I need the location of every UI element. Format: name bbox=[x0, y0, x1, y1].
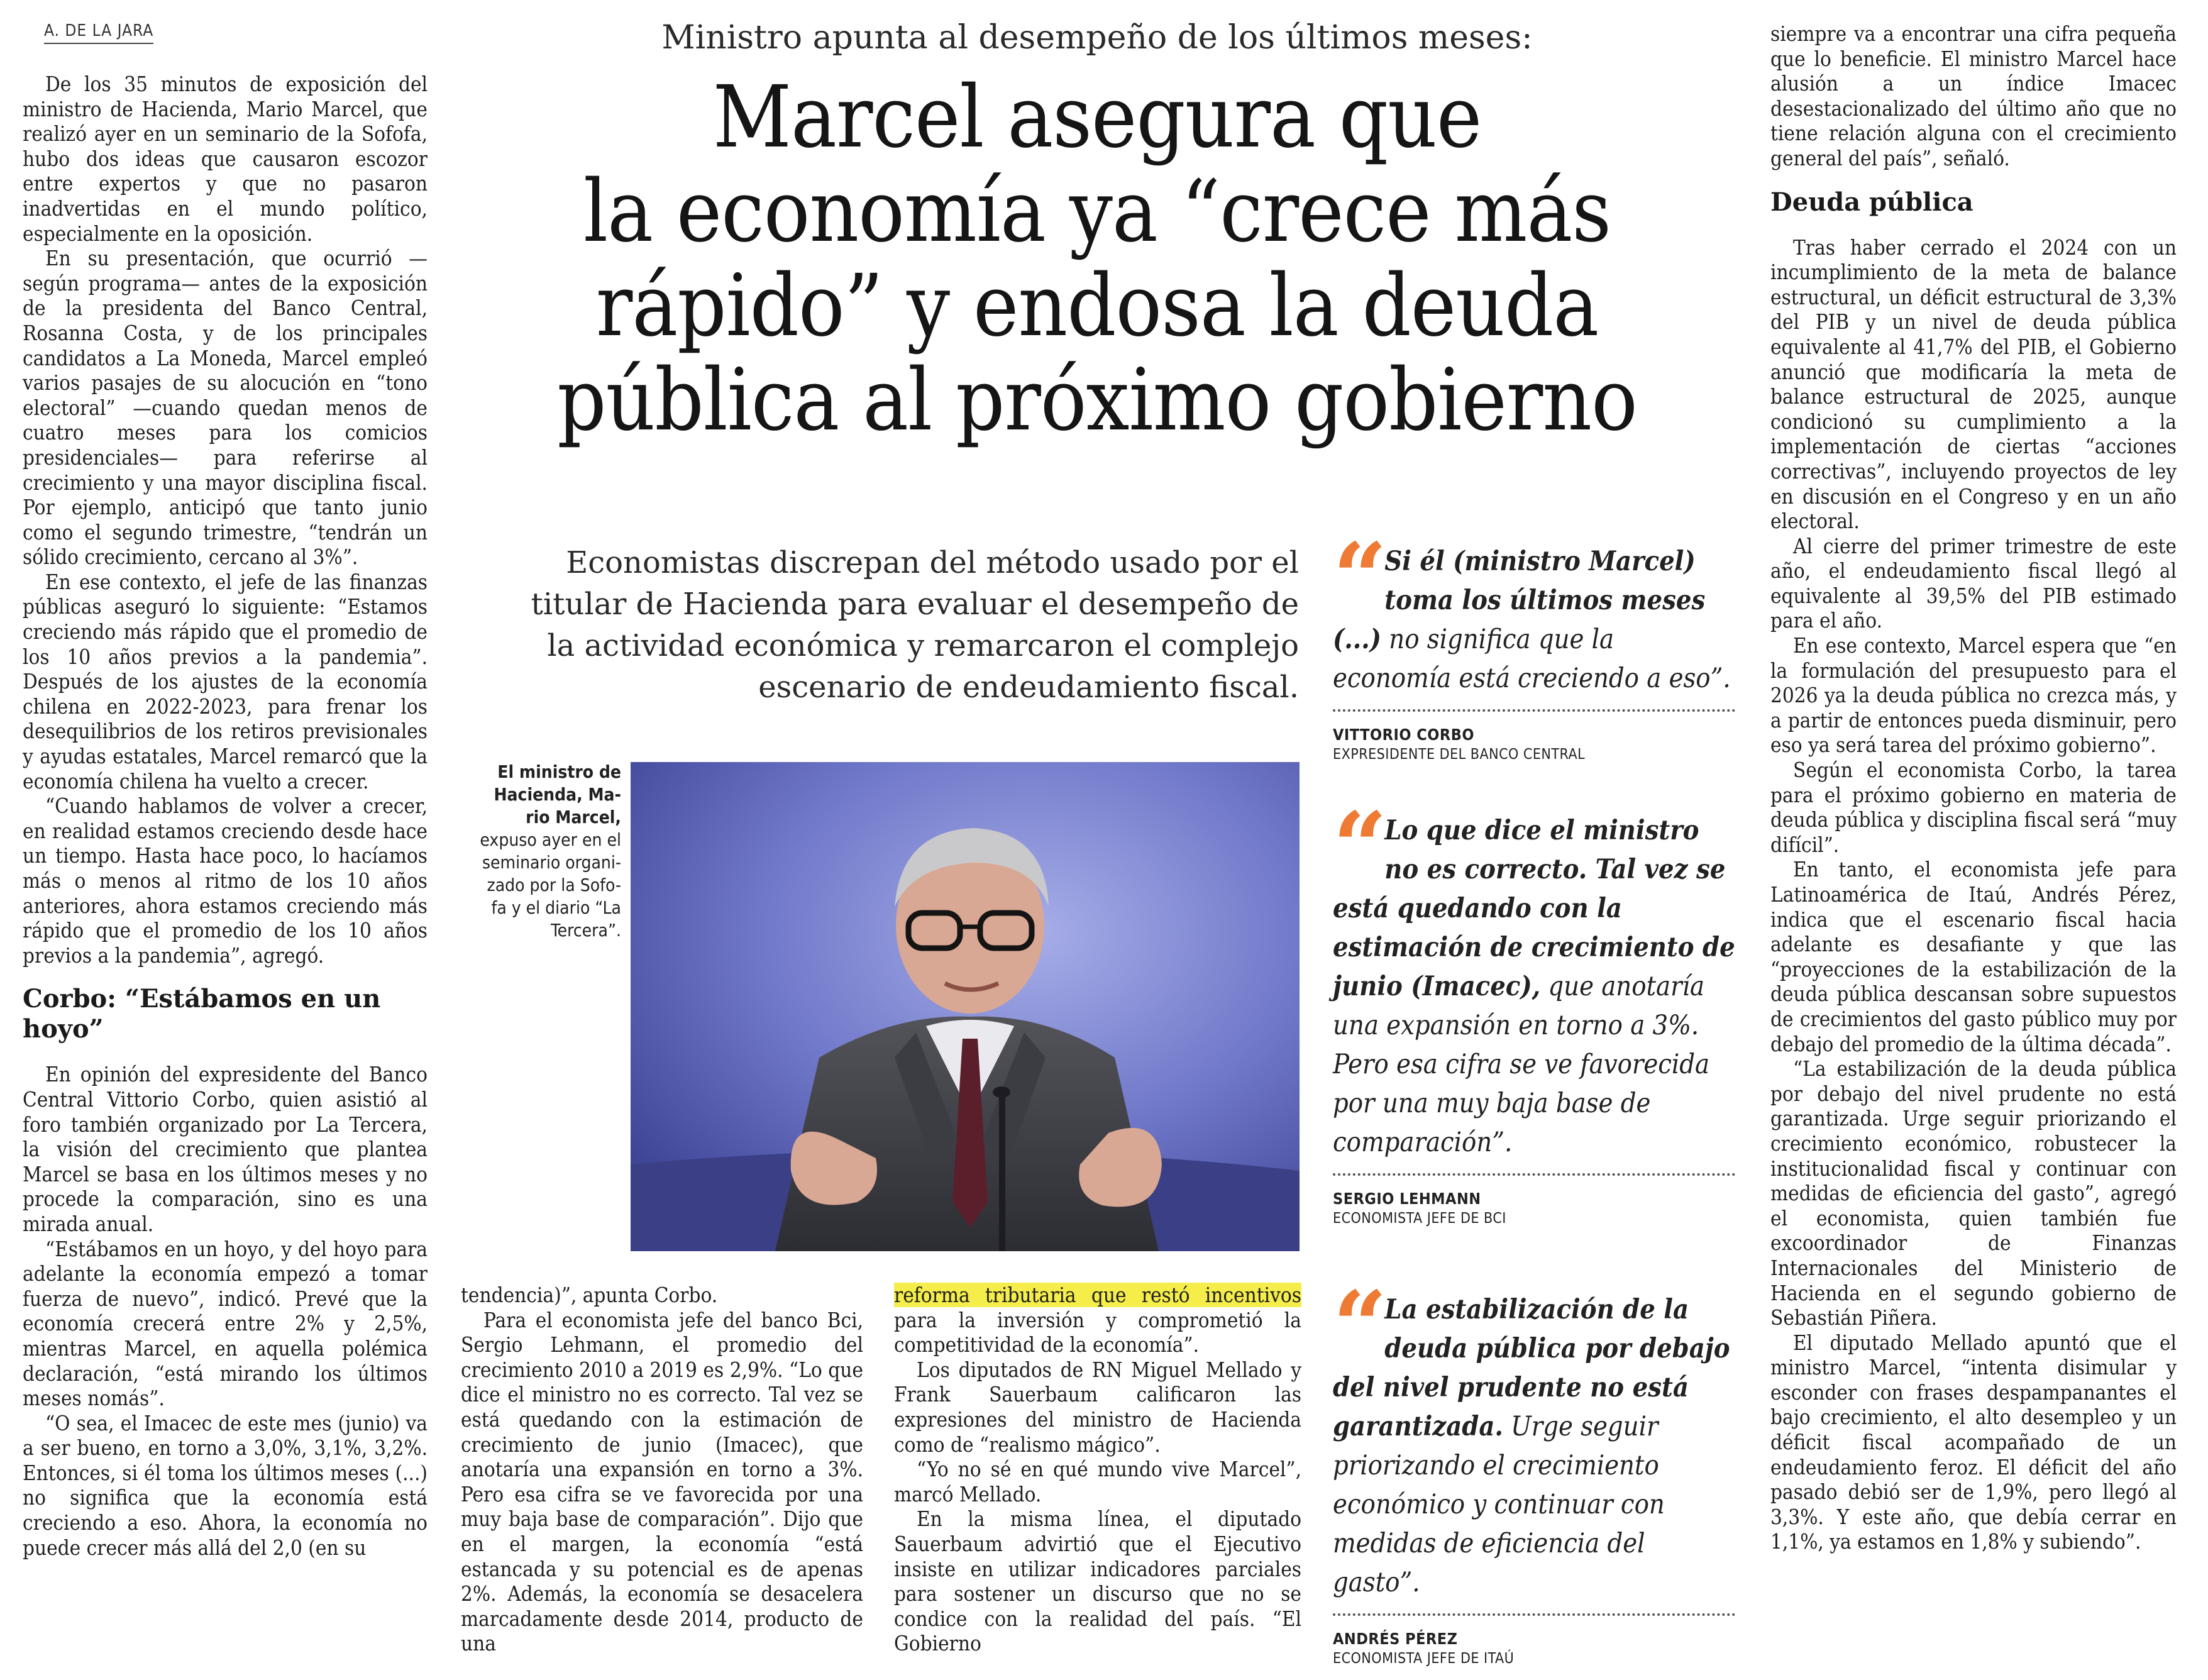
paragraph: En opinión del expresidente del Banco Central Vittorio Corbo, quien asistió al foro también organizado por La Tercera, la visión del crecimiento que plantea Marcel se basa en los últimos meses y no procede la comparación, sino es una mirada anual. bbox=[23, 1062, 428, 1236]
deck-line: Economistas discrepan del método usado por el bbox=[566, 545, 1299, 580]
quote-author-role: EXPRESIDENTE DEL BANCO CENTRAL bbox=[1333, 746, 1586, 763]
paragraph: En su presentación, que ocurrió —según programa— antes de la exposición de la presidenta del Banco Central, Rosanna Costa, y de los principales candidatos a La Moneda, Marcel empleó varios pasajes de su alocución en “tono electoral” —cuando quedan menos de cuatro meses para los comicios presidenciales— para referirse al crecimiento y una mayor disciplina fiscal. Por ejemplo, anticipó que tanto junio como el segundo trimestre, “tendrán un sólido crecimiento, cercano al 3%”. bbox=[23, 246, 428, 570]
quote-author-role: ECONOMISTA JEFE DE BCI bbox=[1333, 1210, 1506, 1227]
paragraph: El diputado Mellado apuntó que el ministro Marcel, “intenta disimular y esconder con frases despampanantes el bajo crecimiento, el alto desempleo y un déficit fiscal acompañado de un endeudamiento feroz. El déficit del año pasado debió ser de 1,9%, pero llegó al 3,3%. Y este año, que debía cerrar en 1,1%, ya estamos en 1,8% y subiendo”. bbox=[1770, 1330, 2177, 1554]
quote-text bbox=[1333, 522, 1735, 698]
paragraph: En la misma línea, el diputado Sauerbaum advirtió que el Ejecutivo insiste en utilizar indicadores parciales para sostener un discurso que no se condice con la realidad del país. “El Gobierno bbox=[894, 1506, 1301, 1656]
caption-line: seminario organi- bbox=[482, 852, 621, 873]
paragraph: En tanto, el economista jefe para Latinoamérica de Itaú, Andrés Pérez, indica que el escenario fiscal hacia adelante es desafiante y que las “proyecciones de la estabilización de la deuda pública descansan sobre supuestos de crecimientos del gasto público muy por debajo del promedio de la última década”. bbox=[1770, 857, 2177, 1056]
quote-text bbox=[1333, 1271, 1735, 1602]
paragraph: En ese contexto, el jefe de las finanzas públicas aseguró lo siguiente: “Estamos creciendo más rápido que el promedio de los 10 años previos a la pandemia”. Después de los ajustes de la economía chilena en 2022-2023, para frenar los desequilibrios de los retiros previsionales y ayudas estatales, Marcel remarcó que la economía chilena ha vuelto a crecer. bbox=[23, 569, 428, 793]
deck bbox=[478, 542, 1299, 708]
paragraph: “Estábamos en un hoyo, y del hoyo para adelante la economía empezó a tomar fuerza de nuevo”, indicó. Prevé que la economía crecerá entre 2% y 2,5%, mientras Marcel, en aquella polémica declaración, “está mirando los últimos meses nomás”. bbox=[23, 1236, 428, 1411]
quote-mark-icon: “ bbox=[1333, 522, 1379, 633]
caption-title-line: Hacienda, Ma- bbox=[494, 784, 621, 805]
quote-text-regular: Urge seguir priorizando el crecimiento económico y continuar con medidas de eficiencia del gasto”. bbox=[1333, 1411, 1665, 1598]
headline-line: pública al próximo gobierno bbox=[557, 351, 1637, 450]
paragraph-continuation: para la inversión y comprometió la competitividad de la economía”. bbox=[894, 1307, 1301, 1357]
section-heading-corbo: Corbo: “Estábamos en un hoyo” bbox=[23, 984, 381, 1044]
deck-line: la actividad económica y remarcaron el complejo bbox=[547, 628, 1299, 663]
paragraph: Al cierre del primer trimestre de este año, el endeudamiento fiscal llegó al equivalente al 39,5% del PIB estimado para el año. bbox=[1770, 533, 2177, 633]
quote-text-bold: Si él (ministro Marcel) toma los últimos meses (...) bbox=[1333, 546, 1706, 655]
quote-text-bold: Lo que dice el ministro no es correcto. Tal vez se está quedando con la estimación de crecimiento de junio (Imacec), bbox=[1333, 815, 1735, 1002]
quote-text-regular: que anotaría una expansión en torno a 3%. Pero esa cifra se ve favorecida por una muy baja base de comparación”. bbox=[1333, 971, 1710, 1158]
paragraph: Según el economista Corbo, la tarea para el próximo gobierno en materia de deuda pública y disciplina fiscal será “muy difícil”. bbox=[1770, 758, 2177, 857]
quote-author-role: ECONOMISTA JEFE DE ITAÚ bbox=[1333, 1650, 1515, 1667]
paragraph: Tras haber cerrado el 2024 con un incumplimiento de la meta de balance estructural, un déficit estructural de 3,3% del PIB y un nivel de deuda pública equivalente al 41,7% del PIB, el Gobierno anunció que modificaría la meta de balance estructural de 2025, aunque condicionó su cumplimiento a la implementación de ciertas “acciones correctivas”, incluyendo proyectos de ley en discusión en el Congreso y en un año electoral. bbox=[1770, 235, 2177, 534]
kicker: Ministro apunta al desempeño de los últimos meses: bbox=[661, 19, 1533, 57]
photo-illustration bbox=[631, 762, 1300, 1251]
pull-quote-perez bbox=[1333, 1271, 1735, 1667]
highlighted-text: reforma tributaria que restó incentivos bbox=[894, 1283, 1301, 1307]
article-column-3 bbox=[894, 1283, 1301, 1656]
paragraph: En ese contexto, Marcel espera que “en la formulación del presupuesto para el 2026 ya la deuda pública no crezca más, y a partir de entonces pueda disminuir, pero eso ya será tarea del próximo gobierno”. bbox=[1770, 633, 2177, 758]
headline-line: Marcel asegura que bbox=[712, 68, 1482, 167]
paragraph: “La estabilización de la deuda pública por debajo del nivel prudente no está garantizada. Urge seguir priorizando el crecimiento económico, robustecer la institucionalidad fiscal y continuar con medidas de eficiencia del gasto”, agregó el economista, quien también fue excoordinador de Finanzas Internacionales del Ministerio de Hacienda en el segundo gobierno de Sebastián Piñera. bbox=[1770, 1056, 2177, 1330]
quote-mark-icon: “ bbox=[1333, 792, 1379, 902]
article-column-2 bbox=[461, 1283, 863, 1656]
paragraph: Los diputados de RN Miguel Mellado y Frank Sauerbaum calificaron las expresiones del ministro de Hacienda como de “realismo mágico”. bbox=[894, 1357, 1301, 1457]
article-column-4 bbox=[1770, 21, 2177, 1554]
quote-separator bbox=[1333, 709, 1735, 712]
pull-quote-lehmann bbox=[1333, 792, 1735, 1227]
caption-title-line: El ministro de bbox=[497, 761, 621, 782]
paragraph: siempre va a encontrar una cifra pequeña que lo beneficie. El ministro Marcel hace alusión a un índice Imacec desestacionalizado del último año que no tiene relación alguna con el crecimiento general del país”, señaló. bbox=[1770, 21, 2177, 170]
paragraph: “O sea, el Imacec de este mes (junio) va a ser bueno, en torno a 3,0%, 3,1%, 3,2%. Entonces, si él toma los últimos meses (...) no significa que la economía está creciendo a eso. Ahora, la economía no puede crecer más allá del 2,0 (en su bbox=[23, 1410, 428, 1560]
quote-separator bbox=[1333, 1173, 1735, 1176]
quote-text-bold: La estabilización de la deuda pública por debajo del nivel prudente no está garantizada. bbox=[1333, 1294, 1730, 1442]
quote-mark-icon: “ bbox=[1333, 1271, 1379, 1381]
photo-minister bbox=[631, 762, 1300, 1251]
headline bbox=[459, 70, 1735, 448]
photo-caption bbox=[453, 761, 621, 942]
paragraph: “Cuando hablamos de volver a crecer, en realidad estamos creciendo desde hace un tiempo. Hasta hace poco, lo hacíamos más o menos al ritmo de los 10 años anteriores, ahora estamos creciendo más rápido que el promedio de los 10 años previos a la pandemia”, agregó. bbox=[23, 793, 428, 968]
section-heading-deuda: Deuda pública bbox=[1770, 187, 1973, 217]
headline-line: rápido” y endosa la deuda bbox=[595, 257, 1599, 356]
byline: A. DE LA JARA bbox=[44, 21, 153, 44]
article-column-1 bbox=[23, 72, 428, 1560]
paragraph: “Yo no sé en qué mundo vive Marcel”, marcó Mellado. bbox=[894, 1457, 1301, 1506]
caption-line: zado por la Sofo- bbox=[487, 875, 621, 895]
deck-line: escenario de endeudamiento fiscal. bbox=[758, 670, 1299, 705]
paragraph: tendencia)”, apunta Corbo. bbox=[461, 1283, 718, 1307]
caption-line: Tercera”. bbox=[550, 920, 621, 941]
quote-author-name: SERGIO LEHMANN bbox=[1333, 1190, 1481, 1208]
caption-title-line: rio Marcel, bbox=[526, 807, 621, 827]
caption-line: expuso ayer en el bbox=[480, 829, 621, 850]
deck-line: titular de Hacienda para evaluar el desempeño de bbox=[531, 587, 1299, 622]
paragraph bbox=[894, 1283, 1301, 1357]
paragraph: De los 35 minutos de exposición del ministro de Hacienda, Mario Marcel, que realizó ayer en un seminario de la Sofofa, hubo dos ideas que causaron escozor entre expertos y que no pasaron inadvertidas en el mundo político, especialmente en la oposición. bbox=[23, 72, 428, 246]
headline-line: la economía ya “crece más bbox=[583, 162, 1611, 262]
quote-text-regular: no significa que la economía está creciendo a eso”. bbox=[1333, 624, 1731, 694]
quote-separator bbox=[1333, 1613, 1735, 1616]
quote-author-name: ANDRÉS PÉREZ bbox=[1333, 1630, 1458, 1648]
pull-quote-corbo bbox=[1333, 522, 1735, 763]
paragraph: Para el economista jefe del banco Bci, Sergio Lehmann, el promedio del crecimiento 2010 a 2019 es 2,9%. “Lo que dice el ministro no es correcto. Tal vez se está quedando con la estimación de crecimiento de junio (Imacec), que anotaría una expansión en torno a 3%. Pero esa cifra se ve favorecida por una muy baja base de comparación”. Dijo que en el margen, la economía “está estancada y su potencial es de apenas 2%. Además, la economía se desacelera marcadamente desde 2014, producto de una bbox=[461, 1307, 863, 1656]
quote-text bbox=[1333, 792, 1735, 1162]
caption-line: fa y el diario “La bbox=[491, 897, 621, 918]
quote-author-name: VITTORIO CORBO bbox=[1333, 726, 1474, 744]
